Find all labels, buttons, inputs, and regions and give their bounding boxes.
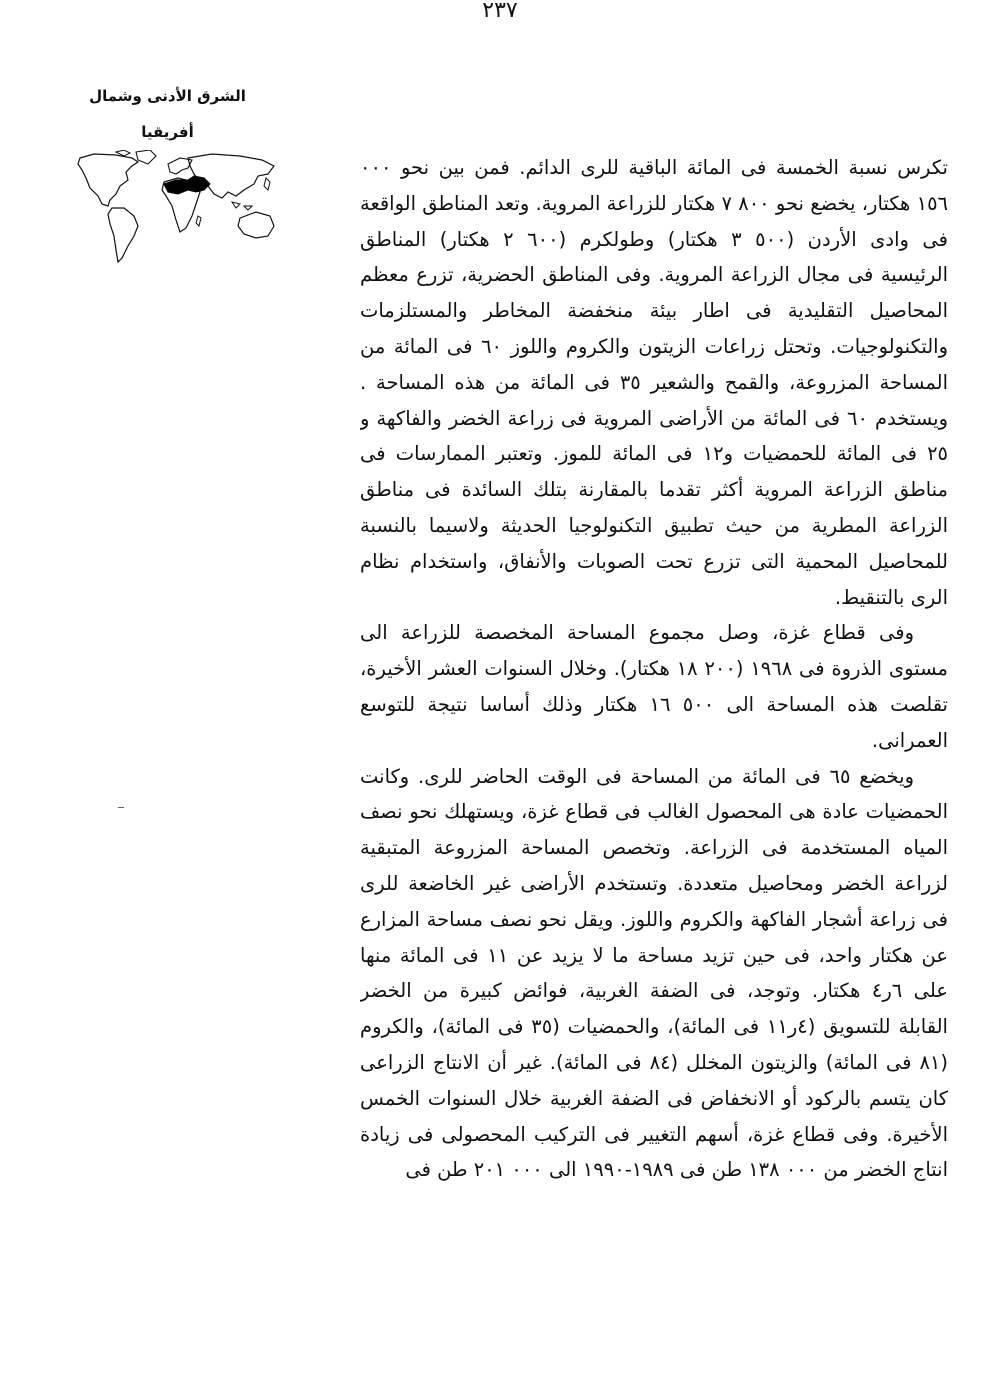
margin-mark — [118, 807, 124, 808]
paragraph-3: ويخضع ٦٥ فى المائة من المساحة فى الوقت الحاضر للرى. وكانت الحمضيات عادة هى المحصول الغالب فى قطاع غزة، ويستهلك نحو نصف المياه المستخدمة فى الزراعة. وتخصص المساحة المزروعة المتبقية لزراعة الخضر ومحاصيل متعددة. وتستخدم الأراضى غير الخاضعة للرى فى زراعة أشجار الفاكهة والكروم واللوز. ويقل نحو نصف مساحة المزارع عن هكتار واحد، فى حين تزيد مساحة ما لا يزيد عن ١١ فى المائة منها على ٦ر٤ هكتار. وتوجد، فى الضفة الغربية، فوائض كبيرة من الخضر القابلة للتسويق (٤ر١١ فى المائة)، والحمضيات (٣٥ فى المائة)، والكروم (٨١ فى المائة) والزيتون المخلل (٨٤ فى المائة). غير أن الانتاج الزراعى كان يتسم بالركود أو الانخفاض فى الضفة الغربية خلال السنوات الخمس الأخيرة. وفى قطاع غزة، أسهم التغيير فى التركيب المحصولى فى زيادة انتاج الخضر من ٠٠٠ ١٣٨ طن فى ١٩٨٩-١٩٩٠ الى ٠٠٠ ٢٠١ طن فى — [360, 764, 948, 1182]
region-caption-line1: الشرق الأدنى وشمال — [89, 87, 246, 105]
body-text — [360, 150, 948, 1392]
paragraph-2: وفى قطاع غزة، وصل مجموع المساحة المخصصة للزراعة الى مستوى الذروة فى ١٩٦٨ (٢٠٠ ١٨ هكتار). وخلال السنوات العشر الأخيرة، تقلصت هذه المساحة الى ٥٠٠ ١٦ هكتار وذلك أساسا نتيجة للتوسع العمرانى. — [360, 621, 948, 752]
region-caption-line2: أفريقيا — [141, 123, 194, 141]
page-number: ٢٣٧ — [482, 0, 518, 23]
sidebar-caption — [60, 78, 275, 150]
region-caption — [60, 78, 275, 150]
paragraph-1: تكرس نسبة الخمسة فى المائة الباقية للرى الدائم. فمن بين نحو ٠٠٠ ١٥٦ هكتار، يخضع نحو ٨٠٠ ٧ هكتار للزراعة المروية. وتعد المناطق الواقعة فى وادى الأردن (٥٠٠ ٣ هكتار) وطولكرم (٦٠٠ ٢ هكتار) المناطق الرئيسية فى مجال الزراعة المروية. وفى المناطق الحضرية، تزرع معظم المحاصيل التقليدية فى اطار بيئة منخفضة المخاطر والمستلزمات والتكنولوجيات. وتحتل زراعات الزيتون والكروم واللوز ٦٠ فى المائة من المساحة المزروعة، والقمح والشعير ٣٥ فى المائة من هذه المساحة . ويستخدم ٦٠ فى المائة من الأراضى المروية فى زراعة الخضر والفاكهة و ٢٥ فى المائة للحمضيات و١٢ فى المائة للموز. وتعتبر الممارسات فى مناطق الزراعة المروية أكثر تقدما بالمقارنة بتلك السائدة فى مناطق الزراعة المطرية من حيث تطبيق التكنولوجيا الحديثة ولاسيما بالنسبة للمحاصيل المحمية التى تزرع تحت الصوبات والأنفاق، واستخدام نظام الرى بالتنقيط. — [360, 156, 948, 609]
world-map-icon — [72, 150, 282, 265]
